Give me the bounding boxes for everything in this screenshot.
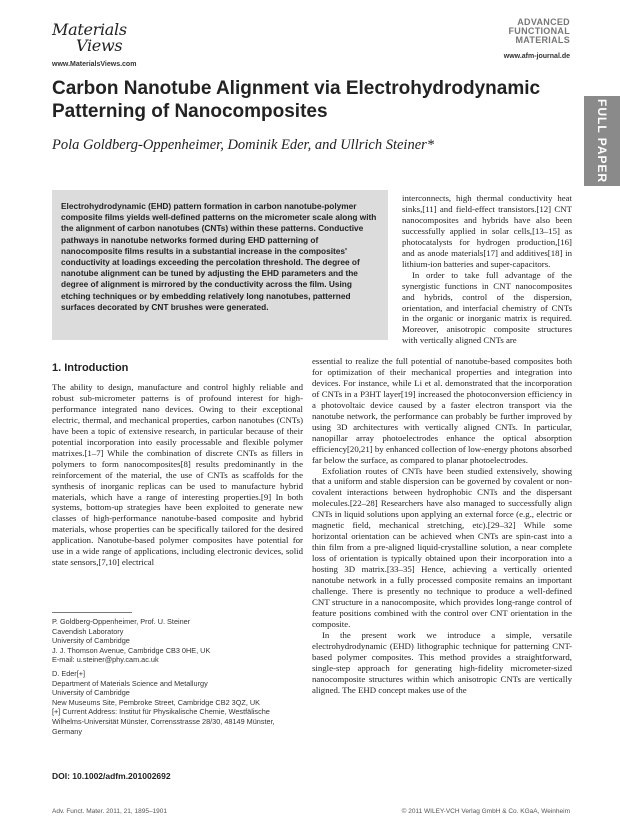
doi[interactable]: DOI: 10.1002/adfm.201002692 [52, 771, 171, 781]
paragraph: Exfoliation routes of CNTs have been studied extensively, showing that a uniform and stable dispersion can be governed by covalent or non-covalent interactions between hydrophobic CNTs and the dispersant molecules.[22–28] Researchers have also managed to successfully align CNTs in liquid solutions upon applying an external force (e.g., electric or magnetic field, mechanical stretching, etc).[29–32] While some horizontal orientation can be achieved when CNTs are spin-cast into a thin film from a pre-aligned liquid-crystalline solution, a near complete loss of orientation is typically obtained upon their incorporation into a hosting 3D matrix.[33–35] Hence, achieving a vertically oriented nanotube network in a fully processed composite remains an important challenge. There is presently no technique to produce a well-defined CNT structure in a nanocomposite, which provides long-range control of feature positions combined with the control over CNT orientation in the composite. [312, 465, 572, 629]
affiliation-divider [52, 612, 132, 613]
journal-logo [509, 18, 571, 45]
publisher-url[interactable]: www.MaterialsViews.com [52, 61, 137, 68]
paragraph: The ability to design, manufacture and control highly reliable and robust sub-micrometer patterns is of profound interest for high-performance integrated nano devices. Owing to their exceptional electric, thermal, and mechanical properties, carbon nanotubes (CNTs) have been a topic of extensive research, in particular because of their potential incorporation into easily processable and flexible polymer matrixes.[1–7] While the combination of discrete CNTs as fillers in polymers to form nanocomposites[8] results predominantly in the reinforcement of the material, the use of CNTs as scaffolds for the synthesis of inorganic replicas can be used to manufacture hybrid materials, which have a range of interesting properties.[9] In both systems, bottom-up strategies have been exploited to generate new classes of high-performance nanotube-based composite and hybrid materials, whose properties can be specifically tailored for the desired application. Nanotube-based polymer composites have potential for use in a wide range of applications, including electronic devices, solid state sensors,[7,10] electrical [52, 382, 303, 568]
journal-logo-line3: MATERIALS [515, 35, 570, 45]
affiliations [52, 617, 303, 736]
affil-line: D. Eder[+] [52, 668, 86, 678]
logo-word-materials: Materials [52, 20, 127, 39]
article-type-label: FULL PAPER [595, 98, 609, 184]
affil-line: University of Cambridge [52, 688, 130, 698]
right-column-main [312, 356, 572, 696]
affil-line: J. J. Thomson Avenue, Cambridge CB3 0HE, UK [52, 645, 211, 655]
section-heading: 1. Introduction [52, 362, 129, 374]
paragraph: In the present work we introduce a simple, versatile electrohydrodynamic (EHD) lithographic technique for patterning CNT-based polymer composites. This method provides a straightforward, single-step approach for generating high-fidelity micrometer-sized nanocomposite structures within which anisotropic CNTs are vertically aligned. The EHD concept makes use of the [312, 629, 572, 695]
affil-email[interactable]: E-mail: u.steiner@phy.cam.ac.uk [52, 655, 159, 665]
affil-line: P. Goldberg-Oppenheimer, Prof. U. Steiner [52, 617, 191, 626]
paragraph: interconnects, high thermal conductivity heat sinks,[11] and field-effect transistors.[12] CNT nanocomposites and hybrids have also been successfully applied in solar cells,[13–15] as photocatalysts for hydrogen production,[16] and as anode materials[17] and additives[18] in lithium-ion batteries and super-capacitors. [402, 193, 572, 269]
affil-line: New Museums Site, Pembroke Street, Cambridge CB2 3QZ, UK [52, 697, 261, 707]
affil-line: [+] Current Address: Institut für Physikalische Chemie, Westfälische Wilhelms-Universität Münster, Corrensstrasse 28/30, 48149 Münster, Germany [52, 707, 275, 736]
article-type-tab [584, 96, 620, 186]
footer-citation: Adv. Funct. Mater. 2011, 21, 1895–1901 [52, 808, 168, 815]
paragraph: essential to realize the full potential of nanotube-based composites both for optimization of their mechanical properties and integration into devices. For instance, while Li et al. demonstrated that the incorporation of CNTs in a P3HT layer[19] increased the photoconversion efficiency in a photovoltaic device caused by a faster electron transport via the nanotube network, the performance can probably be further improved by using 3D architectures with vertically aligned CNTs. In particular, nanopillar array photoelectrodes enhance the optical absorption efficiency[20,21] by enhanced collection of low-energy photons absorbed far below the surface, as compared to planar photoelectrodes. [312, 356, 572, 465]
materials-views-logo [52, 20, 142, 58]
affil-line: Cavendish Laboratory [52, 626, 124, 636]
logo-word-views: Views [76, 36, 123, 55]
abstract-box: Electrohydrodynamic (EHD) pattern formation in carbon nanotube-polymer composite films yields well-defined patterns on the micrometer scale along with the alignment of carbon nanotubes (CNTs) within these patterns. Conductive pathways in nanotube networks formed during EHD patterning of nanocomposite films results in a substantial increase in the composites' conductivity at loadings exceeding the percolation threshold. The degree of nanotube alignment can be tuned by adjusting the EHD parameters and the degree of alignment is mirrored by the conductivity across the film. Using etching techniques or by embedding relatively long nanotubes, patterned surfaces decorated by CNT brushes were generated. [52, 190, 388, 340]
paragraph: In order to take full advantage of the synergistic functions in CNT nanocomposites and hybrids, control of the dispersion, orientation, and interfacial chemistry of CNTs in the organic or inorganic matrix is required. Moreover, anisotropic composite structures with vertically aligned CNTs are [402, 269, 572, 346]
left-column [52, 382, 303, 568]
article-authors: Pola Goldberg-Oppenheimer, Dominik Eder, and Ullrich Steiner* [52, 137, 435, 153]
journal-logo-line2: FUNCTIONAL [508, 26, 570, 36]
journal-url[interactable]: www.afm-journal.de [503, 53, 570, 60]
footer-copyright: © 2011 WILEY-VCH Verlag GmbH & Co. KGaA, Weinheim [401, 808, 570, 815]
journal-logo-line1: ADVANCED [517, 17, 570, 27]
affil-line: Department of Materials Science and Metallurgy [52, 678, 208, 688]
affil-line: University of Cambridge [52, 636, 130, 646]
right-column-top [402, 193, 572, 346]
article-title: Carbon Nanotube Alignment via Electrohydrodynamic Patterning of Nanocomposites [52, 78, 541, 122]
